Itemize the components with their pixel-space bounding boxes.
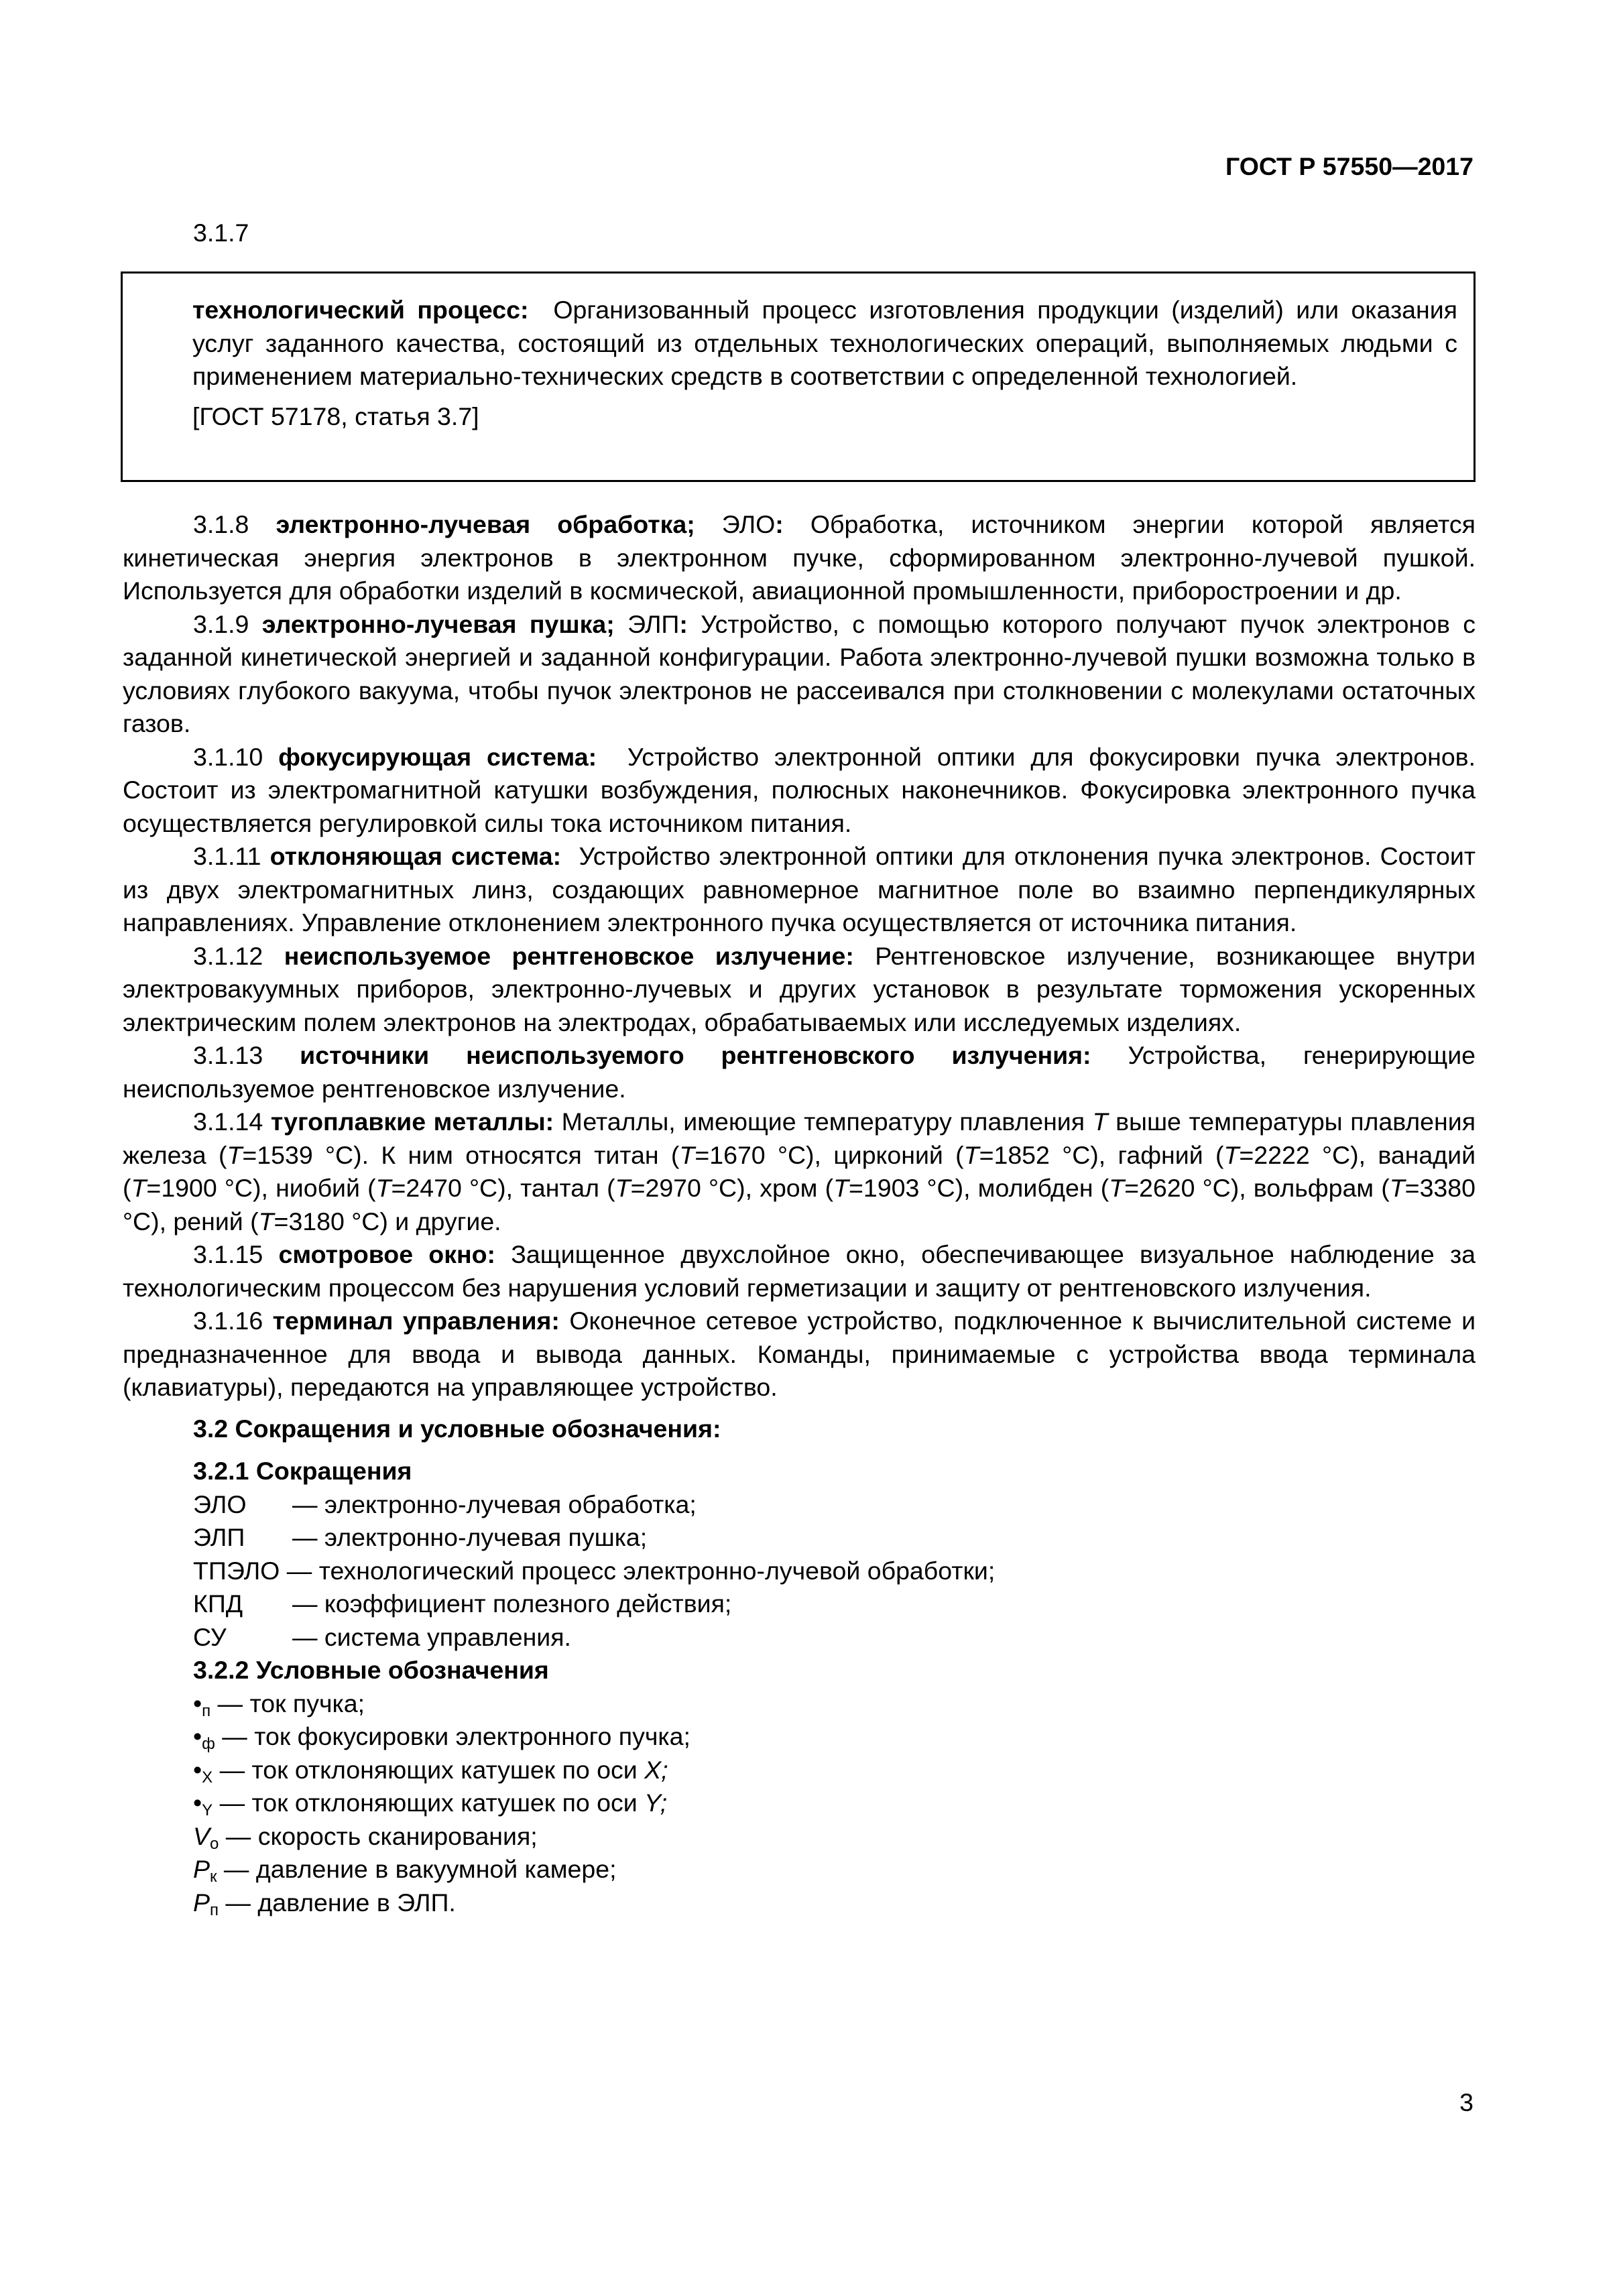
- definition-term: технологический процесс:: [192, 296, 529, 324]
- section-heading-3-2-2: 3.2.2 Условные обозначения: [193, 1656, 549, 1684]
- document-body: [123, 508, 1476, 1919]
- abbreviation-row: ЭЛП — электронно-лучевая пушка;: [193, 1523, 648, 1551]
- symbol-row: $V_о$ — скорость сканирования;: [193, 1821, 538, 1853]
- abbreviation-row: КПД — коэффициент полезного действия;: [193, 1589, 732, 1618]
- abbreviation-row: ЭЛО — электронно-лучевая обработка;: [193, 1490, 697, 1518]
- term-3-1-10: 3.1.10 фокусирующая система: Устройство электронной оптики для фокусировки пучка электронов. Состоит из электромагнитной катушки возбуждения, полюсных наконечников. Фокусировка электронного пучка осуществляется регулировкой силы тока источником питания.: [123, 742, 1476, 837]
- symbol-row: $P_п$ — давление в ЭЛП.: [193, 1888, 456, 1919]
- term-3-1-12: 3.1.12 неиспользуемое рентгеновское излучение: Рентгеновское излучение, возникающее внутри электровакуумных приборов, электронно-лучевых и других установок в результате торможения ускоренных электрическим полем электронов на электродах, обрабатываемых или исследуемых изделиях.: [123, 941, 1476, 1036]
- definition-text: Организованный процесс изготовления продукции (изделий) или оказания услуг заданного качества, состоящий из отдельных технологических операций, выполняемых людьми с применением материально-технических средств в соответствии с определенной технологией.: [192, 296, 1457, 390]
- standard-code: ГОСТ Р 57550—2017: [1225, 152, 1474, 180]
- section-heading-3-2: 3.2 Сокращения и условные обозначения:: [193, 1414, 721, 1443]
- definition-source: [ГОСТ 57178, статья 3.7]: [192, 402, 479, 430]
- definition-box: [121, 271, 1476, 482]
- abbreviation-row: ТПЭЛО — технологический процесс электронно-лучевой обработки;: [193, 1556, 996, 1585]
- symbol-row: $•_ф$ — ток фокусировки электронного пучка;: [193, 1722, 690, 1753]
- term-3-1-9: 3.1.9 электронно-лучевая пушка; ЭЛП: Устройство, с помощью которого получают пучок электронов с заданной кинетической энергией и заданной конфигурации. Работа электронно-лучевой пушки возможна только в условиях глубокого вакуума, чтобы пучок электронов не рассеивался при столкновении с молекулами остаточных газов.: [123, 609, 1476, 737]
- term-3-1-16: 3.1.16 терминал управления: Оконечное сетевое устройство, подключенное к вычислительной системе и предназначенное для ввода и вывода данных. Команды, принимаемые с устройства ввода терминала (клавиатуры), передаются на управляющее устройство.: [123, 1307, 1476, 1401]
- term-3-1-15: 3.1.15 смотровое окно: Защищенное двухслойное окно, обеспечивающее визуальное наблюдение за технологическим процессом без нарушения условий герметизации и защиту от рентгеновского излучения.: [123, 1240, 1476, 1302]
- symbol-row: $•_п$ — ток пучка;: [193, 1689, 365, 1720]
- term-3-1-13: 3.1.13 источники неиспользуемого рентгеновского излучения: Устройства, генерирующие неиспользуемое рентгеновское излучение.: [123, 1041, 1476, 1103]
- term-3-1-14: 3.1.14 тугоплавкие металлы: Металлы, имеющие температуру плавления T выше температуры плавления железа (T=1539 °C). К ним относятся титан (T=1670 °C), цирконий (T=1852 °C), гафний (T=2222 °C), ванадий (T=1900 °C), ниобий (T=2470 °C), тантал (T=2970 °C), хром (T=1903 °C), молибден (T=2620 °C), вольфрам (T=3380 °C), рений (T=3180 °C) и другие.: [123, 1107, 1476, 1235]
- definition-paragraph: [192, 294, 1457, 394]
- symbol-row: $P_к$ — давление в вакуумной камере;: [193, 1855, 617, 1886]
- symbol-row: $•_Y$ — ток отклоняющих катушек по оси Y;: [193, 1789, 668, 1819]
- section-heading-3-2-1: 3.2.1 Сокращения: [193, 1457, 412, 1485]
- abbreviation-row: СУ — система управления.: [193, 1622, 571, 1651]
- page-number: 3: [1459, 2088, 1474, 2116]
- symbol-row: $•_X$ — ток отклоняющих катушек по оси X;: [193, 1755, 668, 1787]
- term-3-1-11: 3.1.11 отклоняющая система: Устройство электронной оптики для отклонения пучка электронов. Состоит из двух электромагнитных линз, создающих равномерное магнитное поле во взаимно перпендикулярных направлениях. Управление отклонением электронного пучка осуществляется от источника питания.: [123, 842, 1476, 936]
- def-box-number: 3.1.7: [193, 219, 249, 247]
- term-3-1-8: 3.1.8 электронно-лучевая обработка; ЭЛО: Обработка, источником энергии которой является кинетическая энергия электронов в электронном пучке, сформированном электронно-лучевой пушкой. Используется для обработки изделий в космической, авиационной промышленности, приборостроении и др.: [123, 510, 1476, 605]
